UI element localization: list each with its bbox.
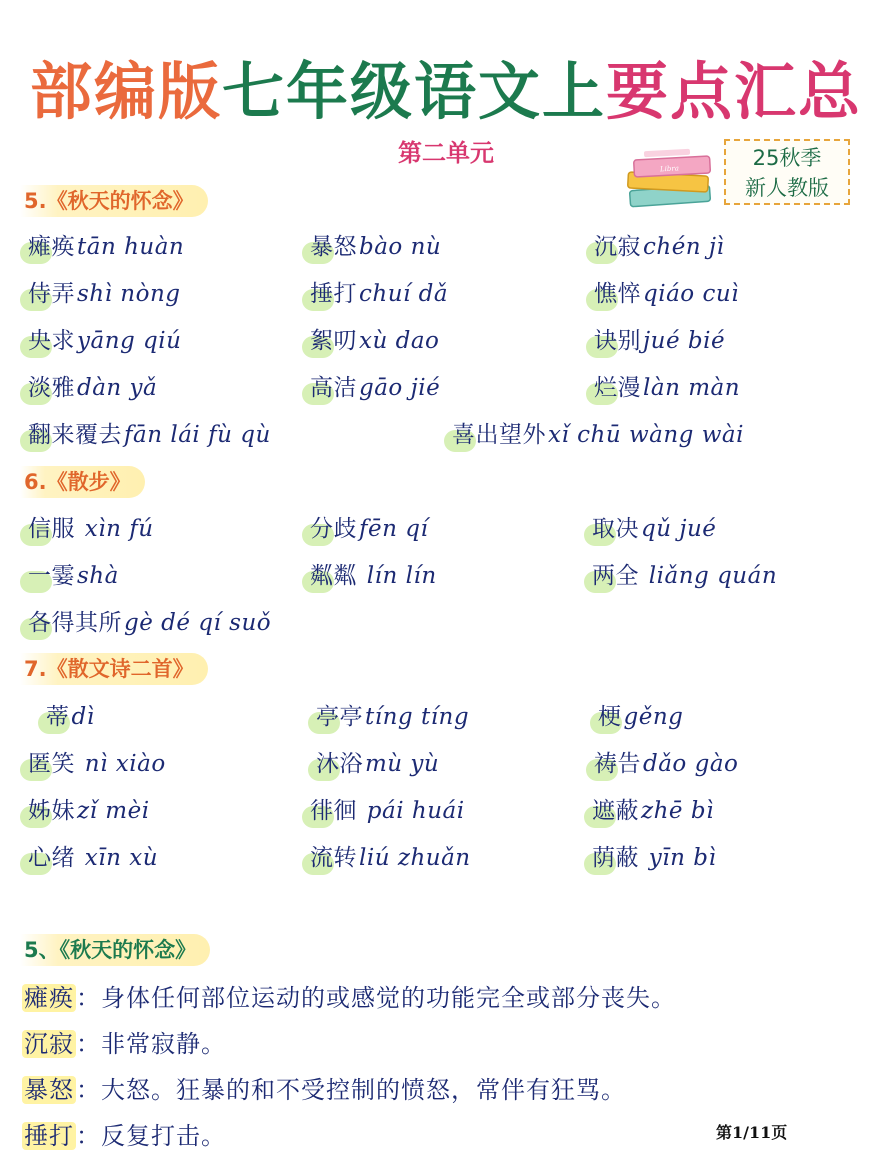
vocab-item — [26, 559, 119, 593]
vocab-item — [44, 700, 95, 734]
vocab-pinyin: nì xiào — [77, 751, 166, 777]
vocab-item — [26, 606, 271, 640]
vocab-pinyin: liú zhuǎn — [359, 845, 471, 871]
vocab-word: 徘徊 — [310, 798, 357, 824]
book-label: Libra — [659, 164, 680, 174]
vocab-word: 沐浴 — [316, 751, 363, 777]
vocab-pinyin: tíng tíng — [365, 704, 470, 730]
vocab-word: 沉寂 — [594, 234, 641, 260]
vocab-item — [590, 841, 716, 875]
vocab-item — [308, 230, 441, 264]
vocab-word: 祷告 — [594, 751, 641, 777]
vocab-item — [592, 277, 739, 311]
vocab-item — [308, 559, 437, 593]
vocab-word: 侍弄 — [28, 281, 75, 307]
vocab-item — [26, 747, 166, 781]
section-heading: 6.《散步》 — [20, 466, 145, 498]
page-title — [0, 52, 892, 132]
vocab-item — [26, 277, 180, 311]
page-number: 第1/11页 — [716, 1123, 788, 1142]
vocab-word: 蒂 — [46, 704, 70, 730]
vocab-item — [26, 418, 271, 452]
vocab-item — [590, 512, 716, 546]
vocab-word: 取决 — [592, 516, 639, 542]
vocab-word: 央求 — [28, 328, 75, 354]
definition-text: 身体任何部位运动的或感觉的功能完全或部分丧失。 — [101, 984, 676, 1012]
definition-text: 非常寂静。 — [101, 1030, 226, 1058]
title-part-1: 部编版 — [29, 55, 222, 128]
vocab-item — [592, 371, 740, 405]
vocab-pinyin: qǔ jué — [641, 516, 717, 542]
title-part-2: 七年级语文上 — [221, 55, 606, 128]
definition-term: 暴怒 — [24, 1076, 74, 1104]
vocab-word: 暴怒 — [310, 234, 357, 260]
unit-subtitle: 第二单元 — [398, 139, 494, 167]
vocab-word: 各得其所 — [28, 610, 122, 636]
vocab-item — [26, 230, 184, 264]
vocab-pinyin: qiáo cuì — [643, 281, 739, 307]
vocab-pinyin: gè dé qí suǒ — [124, 610, 272, 636]
definition-term: 捶打 — [24, 1122, 74, 1150]
definition-item — [22, 1072, 626, 1108]
definition-separator: ： — [76, 1030, 101, 1058]
vocab-pinyin: zǐ mèi — [77, 798, 150, 824]
vocab-item — [308, 324, 439, 358]
vocab-item — [26, 371, 157, 405]
vocab-word: 遮蔽 — [592, 798, 639, 824]
vocab-item — [308, 512, 428, 546]
vocab-pinyin: liǎng quán — [641, 563, 778, 589]
definition-text: 反复打击。 — [101, 1122, 226, 1150]
definition-term: 沉寂 — [24, 1030, 74, 1058]
vocab-item — [308, 794, 465, 828]
vocab-word: 信服 — [28, 516, 75, 542]
vocab-word: 一霎 — [28, 563, 75, 589]
vocab-pinyin: gāo jié — [359, 375, 441, 401]
vocab-word: 流转 — [310, 845, 357, 871]
vocab-item — [450, 418, 744, 452]
vocab-pinyin: dàn yǎ — [77, 375, 158, 401]
definition-term: 瘫痪 — [24, 984, 74, 1012]
vocab-item — [314, 700, 469, 734]
vocab-pinyin: tān huàn — [77, 234, 185, 260]
definition-separator: ： — [76, 1122, 101, 1150]
vocab-word: 絮叨 — [310, 328, 357, 354]
vocab-word: 匿笑 — [28, 751, 75, 777]
vocab-item — [592, 324, 725, 358]
vocab-pinyin: jué bié — [643, 328, 726, 354]
vocab-word: 瘫痪 — [28, 234, 75, 260]
definition-item — [22, 1026, 226, 1062]
vocab-pinyin: shì nòng — [77, 281, 181, 307]
vocab-item — [592, 230, 724, 264]
vocab-pinyin: dì — [71, 704, 95, 730]
vocab-pinyin: xù dao — [359, 328, 440, 354]
vocab-item — [26, 794, 150, 828]
edition-badge — [724, 139, 850, 205]
vocab-pinyin: xīn xù — [77, 845, 159, 871]
vocab-item — [308, 277, 448, 311]
vocab-word: 心绪 — [28, 845, 75, 871]
vocab-word: 粼粼 — [310, 563, 357, 589]
badge-line-2: 新人教版 — [745, 176, 829, 200]
vocab-pinyin: fān lái fù qù — [124, 422, 271, 448]
definition-text: 大怒。狂暴的和不受控制的愤怒，常伴有狂骂。 — [101, 1076, 626, 1104]
vocab-word: 翻来覆去 — [28, 422, 122, 448]
vocab-pinyin: xǐ chū wàng wài — [548, 422, 744, 448]
vocab-item — [592, 747, 738, 781]
vocab-word: 烂漫 — [594, 375, 641, 401]
section-heading: 5.《秋天的怀念》 — [20, 185, 208, 217]
vocab-word: 憔悴 — [594, 281, 641, 307]
definition-separator: ： — [76, 984, 101, 1012]
vocab-item — [590, 559, 777, 593]
definition-separator: ： — [76, 1076, 101, 1104]
vocab-word: 喜出望外 — [452, 422, 546, 448]
vocab-pinyin: xìn fú — [77, 516, 154, 542]
vocab-item — [590, 794, 714, 828]
vocab-pinyin: pái huái — [359, 798, 465, 824]
vocab-word: 诀别 — [594, 328, 641, 354]
vocab-item — [26, 841, 158, 875]
badge-line-1: 25秋季 — [752, 146, 822, 170]
vocab-pinyin: zhē bì — [641, 798, 714, 824]
vocab-pinyin: yāng qiú — [77, 328, 182, 354]
vocab-word: 淡雅 — [28, 375, 75, 401]
vocab-word: 捶打 — [310, 281, 357, 307]
vocab-item — [314, 747, 439, 781]
vocab-pinyin: dǎo gào — [643, 751, 739, 777]
vocab-item — [26, 512, 154, 546]
vocab-pinyin: bào nù — [359, 234, 442, 260]
vocab-item — [308, 371, 440, 405]
vocab-word: 荫蔽 — [592, 845, 639, 871]
vocab-word: 两全 — [592, 563, 639, 589]
vocab-word: 姊妹 — [28, 798, 75, 824]
vocab-pinyin: fēn qí — [359, 516, 429, 542]
vocab-pinyin: yīn bì — [641, 845, 717, 871]
vocab-pinyin: làn màn — [643, 375, 741, 401]
vocab-pinyin: chuí dǎ — [359, 281, 449, 307]
definition-item — [22, 1118, 226, 1154]
vocab-pinyin: mù yù — [365, 751, 440, 777]
vocab-item — [596, 700, 683, 734]
vocab-word: 高洁 — [310, 375, 357, 401]
vocab-item — [26, 324, 181, 358]
definition-item — [22, 980, 676, 1016]
vocab-word: 梗 — [598, 704, 622, 730]
vocab-pinyin: chén jì — [643, 234, 725, 260]
title-part-3: 要点汇总 — [606, 55, 863, 128]
vocab-word: 亭亭 — [316, 704, 363, 730]
books-icon — [620, 144, 720, 214]
vocab-pinyin: lín lín — [359, 563, 437, 589]
vocab-pinyin: shà — [77, 563, 119, 589]
definitions-heading: 5、《秋天的怀念》 — [20, 934, 210, 966]
vocab-pinyin: gěng — [623, 704, 684, 730]
vocab-item — [308, 841, 471, 875]
section-heading: 7.《散文诗二首》 — [20, 653, 208, 685]
vocab-word: 分歧 — [310, 516, 357, 542]
